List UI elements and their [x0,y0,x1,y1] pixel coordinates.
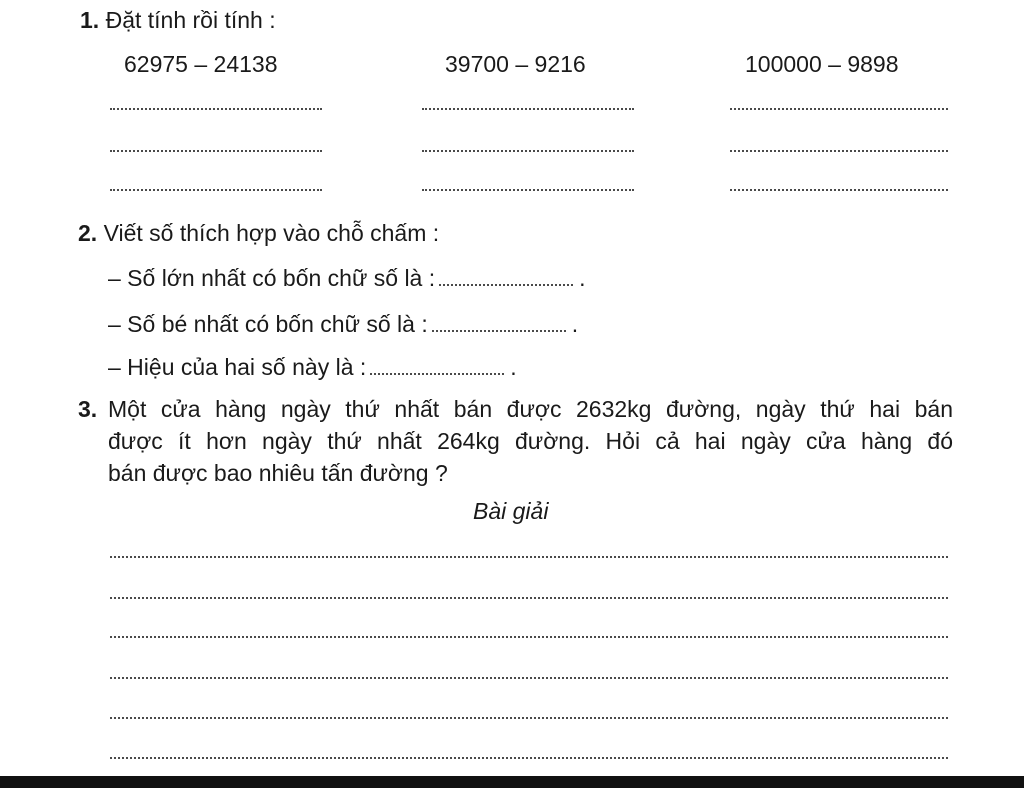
fill-item-3 [108,353,517,381]
answer-line-3-1[interactable] [730,108,948,110]
exercise-1-heading [80,6,276,34]
problem-3: 100000 – 9898 [745,51,899,77]
exercise-1-number: 1. [80,7,100,33]
answer-line-3-3[interactable] [730,189,948,191]
exercise-2-number: 2. [78,220,98,246]
solution-line-2[interactable] [110,597,948,599]
exercise-3-line-1: Một cửa hàng ngày thứ nhất bán được 2632kg đường, ngày thứ hai bán [108,396,953,422]
fill-item-2 [108,310,578,338]
exercise-1-title: Đặt tính rồi tính : [105,7,276,33]
answer-line-1-1[interactable] [110,108,322,110]
answer-line-2-3[interactable] [422,189,634,191]
fill-item-2-prefix: – Số bé nhất có bốn chữ số là : [108,311,428,337]
exercise-2-title: Viết số thích hợp vào chỗ chấm : [103,220,440,246]
answer-line-3-2[interactable] [730,150,948,152]
fill-item-1-prefix: – Số lớn nhất có bốn chữ số là : [108,265,436,291]
answer-line-2-1[interactable] [422,108,634,110]
fill-item-3-suffix: . [510,354,517,380]
solution-line-3[interactable] [110,636,948,638]
solution-line-1[interactable] [110,556,948,558]
fill-item-1 [108,264,586,292]
page-bottom-border [0,776,1024,788]
solution-line-6[interactable] [110,757,948,759]
exercise-2-heading [78,219,439,247]
problem-1: 62975 – 24138 [124,51,278,77]
exercise-3-problem-text [108,393,953,489]
fill-blank-1[interactable] [439,284,573,286]
fill-item-3-prefix: – Hiệu của hai số này là : [108,354,367,380]
solution-line-4[interactable] [110,677,948,679]
answer-line-1-2[interactable] [110,150,322,152]
answer-line-2-2[interactable] [422,150,634,152]
exercise-3-line-3: bán được bao nhiêu tấn đường ? [108,460,448,486]
fill-item-2-suffix: . [571,311,579,337]
exercise-3-number: 3. [78,396,98,422]
solution-heading: Bài giải [473,498,549,524]
solution-line-5[interactable] [110,717,948,719]
exercise-3-line-2: được ít hơn ngày thứ nhất 264kg đường. Hỏi cả hai ngày cửa hàng đó [108,428,953,454]
fill-blank-3[interactable] [370,373,504,375]
problem-2: 39700 – 9216 [445,51,586,77]
answer-line-1-3[interactable] [110,189,322,191]
fill-item-1-suffix: . [579,265,586,291]
fill-blank-2[interactable] [432,330,566,332]
